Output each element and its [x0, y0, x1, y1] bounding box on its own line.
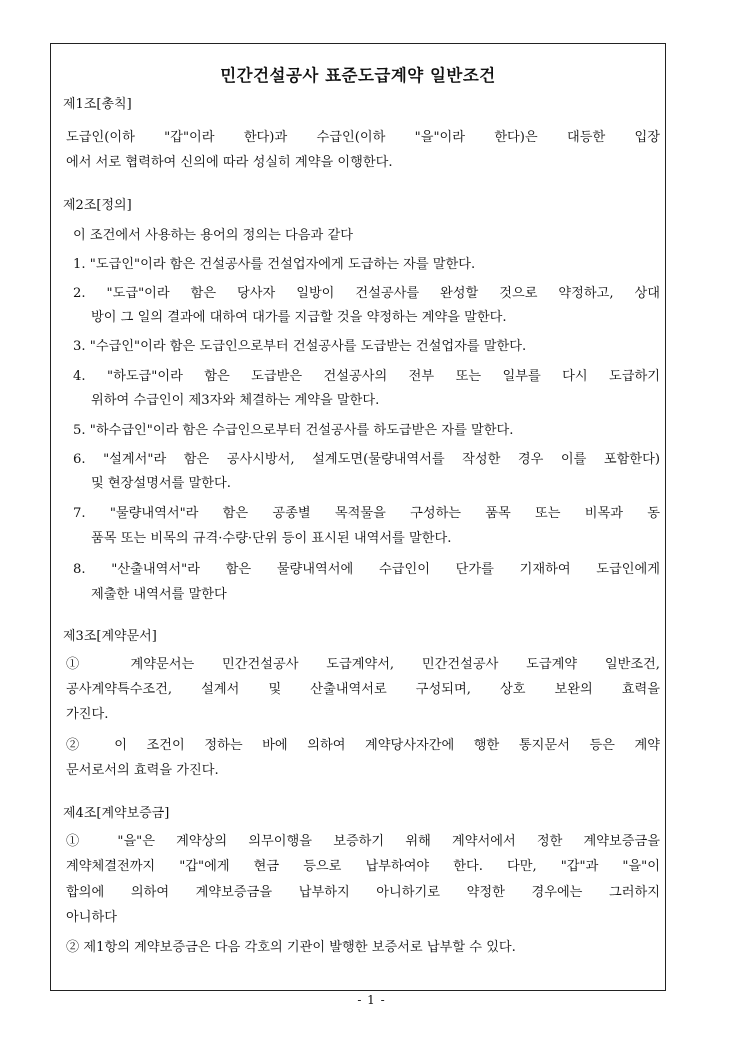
- definition-item: 8. "산출내역서"라 함은 물량내역서에 수급인이 단가를 기재하여 도급인에게: [73, 562, 660, 577]
- article-1-line: 에서 서로 협력하여 신의에 따라 성실히 계약을 이행한다.: [66, 155, 393, 170]
- definition-item: 4. "하도급"이라 함은 도급받은 건설공사의 전부 또는 일부를 다시 도급하기: [73, 369, 660, 384]
- definition-item-continued: 제출한 내역서를 말한다: [91, 587, 227, 602]
- article-3-paragraph-line: ② 이 조건이 정하는 바에 의하여 계약당사자간에 행한 통지문서 등은 계약: [66, 738, 660, 753]
- article-4-paragraph-line: 계약체결전까지 "갑"에게 현금 등으로 납부하여야 한다. 다만, "갑"과 "을"이: [66, 859, 660, 874]
- article-3-paragraph-line: 가진다.: [66, 707, 109, 722]
- definition-item: 7. "물량내역서"라 함은 공종별 목적물을 구성하는 품목 또는 비목과 동: [73, 506, 660, 521]
- definition-item: 6. "설계서"라 함은 공사시방서, 설계도면(물량내역서를 작성한 경우 이를 포함한다): [73, 452, 660, 467]
- article-2-intro: 이 조건에서 사용하는 용어의 정의는 다음과 같다: [73, 228, 353, 243]
- article-4-paragraph-line: ① "을"은 계약상의 의무이행을 보증하기 위해 계약서에서 정한 계약보증금을: [66, 834, 660, 849]
- article-4-heading: 제4조[계약보증금]: [63, 806, 170, 821]
- article-4-paragraph-line: 아니하다: [66, 910, 117, 925]
- article-1-heading: 제1조[총칙]: [63, 97, 132, 112]
- article-3-heading: 제3조[계약문서]: [63, 629, 157, 644]
- article-1-line: 도급인(이하 "갑"이라 한다)과 수급인(이하 "을"이라 한다)은 대등한 입장: [66, 130, 660, 145]
- article-4-paragraph-line: ② 제1항의 계약보증금은 다음 각호의 기관이 발행한 보증서로 납부할 수 있다.: [66, 940, 516, 955]
- article-3-paragraph-line: 문서로서의 효력을 가진다.: [66, 763, 219, 778]
- definition-item-continued: 품목 또는 비목의 규격·수량·단위 등이 표시된 내역서를 말한다.: [91, 531, 452, 546]
- article-3-paragraph-line: 공사계약특수조건, 설계서 및 산출내역서로 구성되며, 상호 보완의 효력을: [66, 682, 660, 697]
- definition-item-continued: 및 현장설명서를 말한다.: [91, 476, 231, 491]
- article-2-heading: 제2조[정의]: [63, 198, 132, 213]
- definition-item-continued: 방이 그 일의 결과에 대하여 대가를 지급할 것을 약정하는 계약을 말한다.: [91, 310, 507, 325]
- definition-item-continued: 위하여 수급인이 제3자와 체결하는 계약을 말한다.: [91, 393, 380, 408]
- definition-item: 1. "도급인"이라 함은 건설공사를 건설업자에게 도급하는 자를 말한다.: [73, 257, 476, 272]
- article-4-paragraph-line: 합의에 의하여 계약보증금을 납부하지 아니하기로 약정한 경우에는 그러하지: [66, 885, 660, 900]
- definition-item: 3. "수급인"이라 함은 도급인으로부터 건설공사를 도급받는 건설업자를 말한다.: [73, 339, 527, 354]
- definition-item: 2. "도급"이라 함은 당사자 일방이 건설공사를 완성할 것으로 약정하고, 상대: [73, 286, 660, 301]
- document-title: 민간건설공사 표준도급계약 일반조건: [220, 66, 496, 85]
- page-number: - 1 -: [357, 993, 386, 1007]
- document-frame: [50, 43, 666, 991]
- article-3-paragraph-line: ① 계약문서는 민간건설공사 도급계약서, 민간건설공사 도급계약 일반조건,: [66, 657, 660, 672]
- definition-item: 5. "하수급인"이라 함은 수급인으로부터 건설공사를 하도급받은 자를 말한다.: [73, 423, 514, 438]
